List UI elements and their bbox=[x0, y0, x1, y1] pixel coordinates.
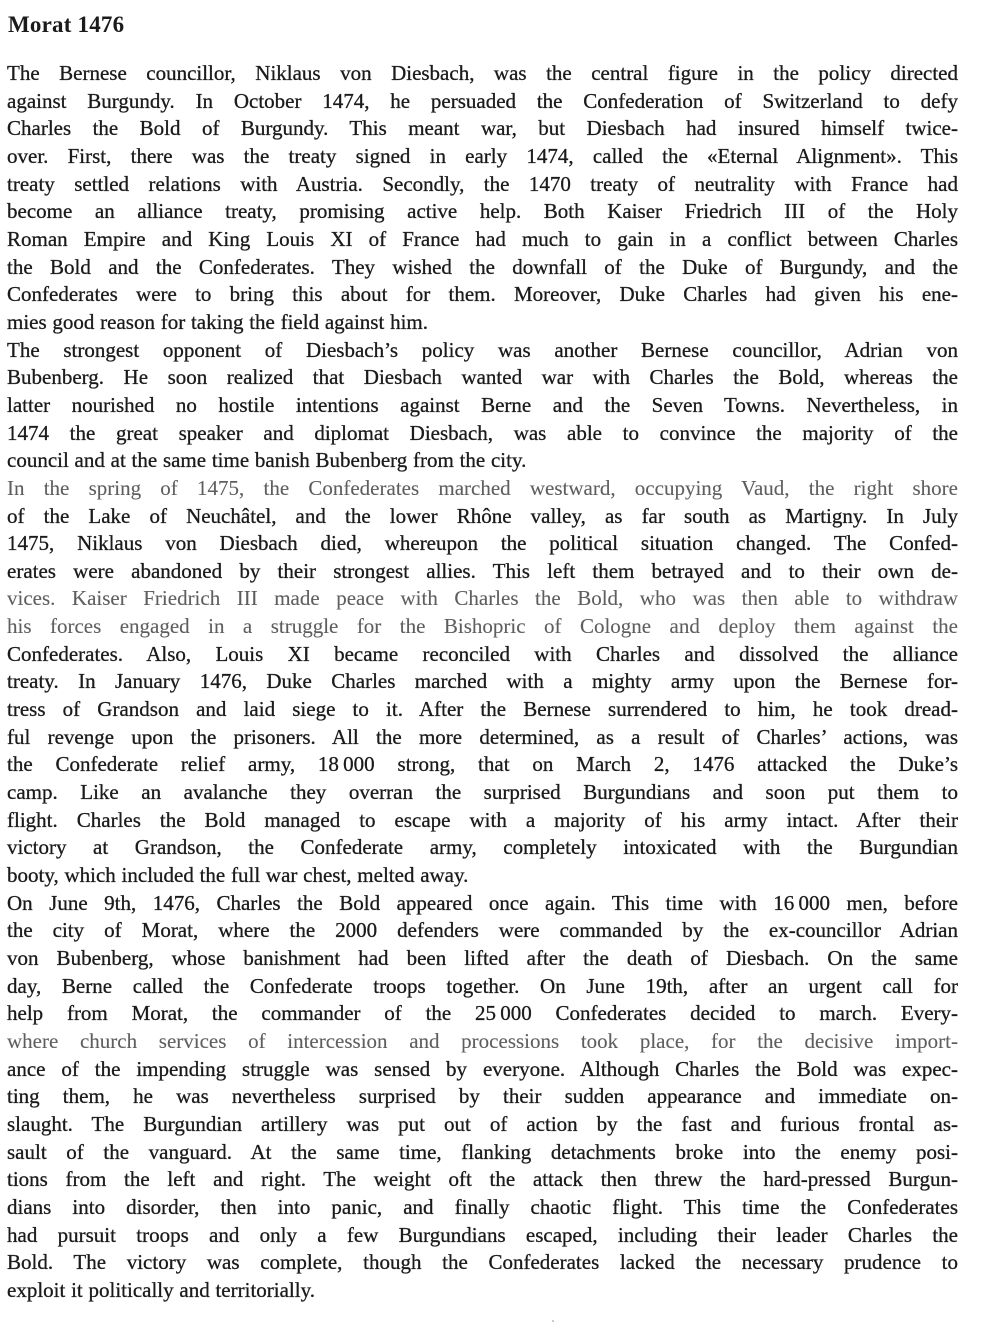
text-line: help from Morat, the commander of the 25 000 Confederates decided to march. Every- bbox=[7, 1001, 958, 1026]
page-body bbox=[7, 60, 958, 1305]
text-line: tress of Grandson and laid siege to it. After the Bernese surrendered to him, he took dread- bbox=[7, 697, 958, 722]
text-line: over. First, there was the treaty signed in early 1474, called the «Eternal Alignment». This bbox=[7, 143, 958, 168]
text-line: treaty. In January 1476, Duke Charles marched with a mighty army upon the Bernese for- bbox=[7, 669, 958, 694]
text-line: On June 9th, 1476, Charles the Bold appeared once again. This time with 16 000 men, before bbox=[7, 890, 958, 915]
text-line: where church services of intercession and processions took place, for the decisive import- bbox=[7, 1028, 958, 1053]
text-line: slaught. The Burgundian artillery was put out of action by the fast and furious frontal as- bbox=[7, 1111, 958, 1136]
text-line: Bubenberg. He soon realized that Diesbach wanted war with Charles the Bold, whereas the bbox=[7, 365, 958, 390]
text-line: of the Lake of Neuchâtel, and the lower Rhône valley, as far south as Martigny. In July bbox=[7, 503, 958, 528]
text-line: latter nourished no hostile intentions against Berne and the Seven Towns. Nevertheless, in bbox=[7, 392, 958, 417]
text-line: the Bold and the Confederates. They wished the downfall of the Duke of Burgundy, and the bbox=[7, 254, 958, 279]
text-line: flight. Charles the Bold managed to escape with a majority of his army intact. After their bbox=[7, 807, 958, 832]
text-line: ting them, he was nevertheless surprised by their sudden appearance and immediate on- bbox=[7, 1084, 958, 1109]
text-line: erates were abandoned by their strongest allies. This left them betrayed and to their own de- bbox=[7, 558, 958, 583]
text-line: The strongest opponent of Diesbach’s policy was another Bernese councillor, Adrian von bbox=[7, 337, 958, 362]
text-line: against Burgundy. In October 1474, he persuaded the Confederation of Switzerland to defy bbox=[7, 88, 958, 113]
text-line: mies good reason for taking the field against him. bbox=[7, 309, 428, 334]
text-line: Charles the Bold of Burgundy. This meant war, but Diesbach had insured himself twice- bbox=[7, 116, 958, 141]
paragraph-opponent bbox=[7, 337, 958, 475]
text-line: vices. Kaiser Friedrich III made peace with Charles the Bold, who was then able to withdraw bbox=[7, 586, 958, 611]
text-line: council and at the same time banish Bubenberg from the city. bbox=[7, 448, 527, 473]
text-line: the city of Morat, where the 2000 defenders were commanded by the ex-councillor Adrian bbox=[7, 918, 958, 943]
paragraph-campaign bbox=[7, 475, 958, 890]
text-line: booty, which included the full war chest, melted away. bbox=[7, 863, 469, 888]
text-line: victory at Grandson, the Confederate army, completely intoxicated with the Burgundian bbox=[7, 835, 958, 860]
paragraph-battle bbox=[7, 890, 958, 1305]
text-line: Bold. The victory was complete, though the Confederates lacked the necessary prudence to bbox=[7, 1250, 958, 1275]
text-line: The Bernese councillor, Niklaus von Diesbach, was the central figure in the policy directed bbox=[7, 61, 958, 85]
text-line: sault of the vanguard. At the same time, flanking detachments broke into the enemy posi- bbox=[7, 1139, 958, 1164]
text-line: von Bubenberg, whose banishment had been lifted after the death of Diesbach. On the same bbox=[7, 946, 958, 970]
text-line: 1474 the great speaker and diplomat Diesbach, was able to convince the majority of the bbox=[7, 420, 958, 445]
text-line: camp. Like an avalanche they overran the surprised Burgundians and soon put them to bbox=[7, 780, 958, 805]
text-line: tions from the left and right. The weight oft the attack then threw the hard-pressed Burgun- bbox=[7, 1167, 958, 1192]
text-line: ful revenge upon the prisoners. All the more determined, as a result of Charles’ actions, was bbox=[7, 724, 958, 749]
text-line: become an alliance treaty, promising active help. Both Kaiser Friedrich III of the Holy bbox=[7, 199, 958, 224]
text-line: dians into disorder, then into panic, and finally chaotic flight. This time the Confederates bbox=[7, 1194, 958, 1219]
scan-artifact-dot bbox=[552, 1320, 554, 1322]
text-line: his forces engaged in a struggle for the Bishopric of Cologne and deploy them against the bbox=[7, 614, 958, 639]
text-line: the Confederate relief army, 18 000 strong, that on March 2, 1476 attacked the Duke’s bbox=[7, 752, 958, 777]
text-line: 1475, Niklaus von Diesbach died, whereupon the political situation changed. The Confed- bbox=[7, 531, 958, 556]
text-line: ance of the impending struggle was sensed by everyone. Although Charles the Bold was expec- bbox=[7, 1056, 958, 1081]
text-line: exploit it politically and territorially. bbox=[7, 1277, 315, 1302]
text-line: treaty settled relations with Austria. Secondly, the 1470 treaty of neutrality with France had bbox=[7, 171, 958, 196]
text-line: had pursuit troops and only a few Burgundians escaped, including their leader Charles the bbox=[7, 1222, 958, 1247]
text-line: Confederates were to bring this about for them. Moreover, Duke Charles had given his ene- bbox=[7, 282, 958, 307]
page-title: Morat 1476 bbox=[8, 12, 125, 37]
text-line: In the spring of 1475, the Confederates marched westward, occupying Vaud, the right shore bbox=[7, 475, 958, 500]
text-line: Roman Empire and King Louis XI of France had much to gain in a conflict between Charles bbox=[7, 226, 958, 251]
text-line: Confederates. Also, Louis XI became reconciled with Charles and dissolved the alliance bbox=[7, 641, 958, 666]
paragraph-intro bbox=[7, 60, 958, 337]
text-line: day, Berne called the Confederate troops together. On June 19th, after an urgent call for bbox=[7, 973, 958, 998]
